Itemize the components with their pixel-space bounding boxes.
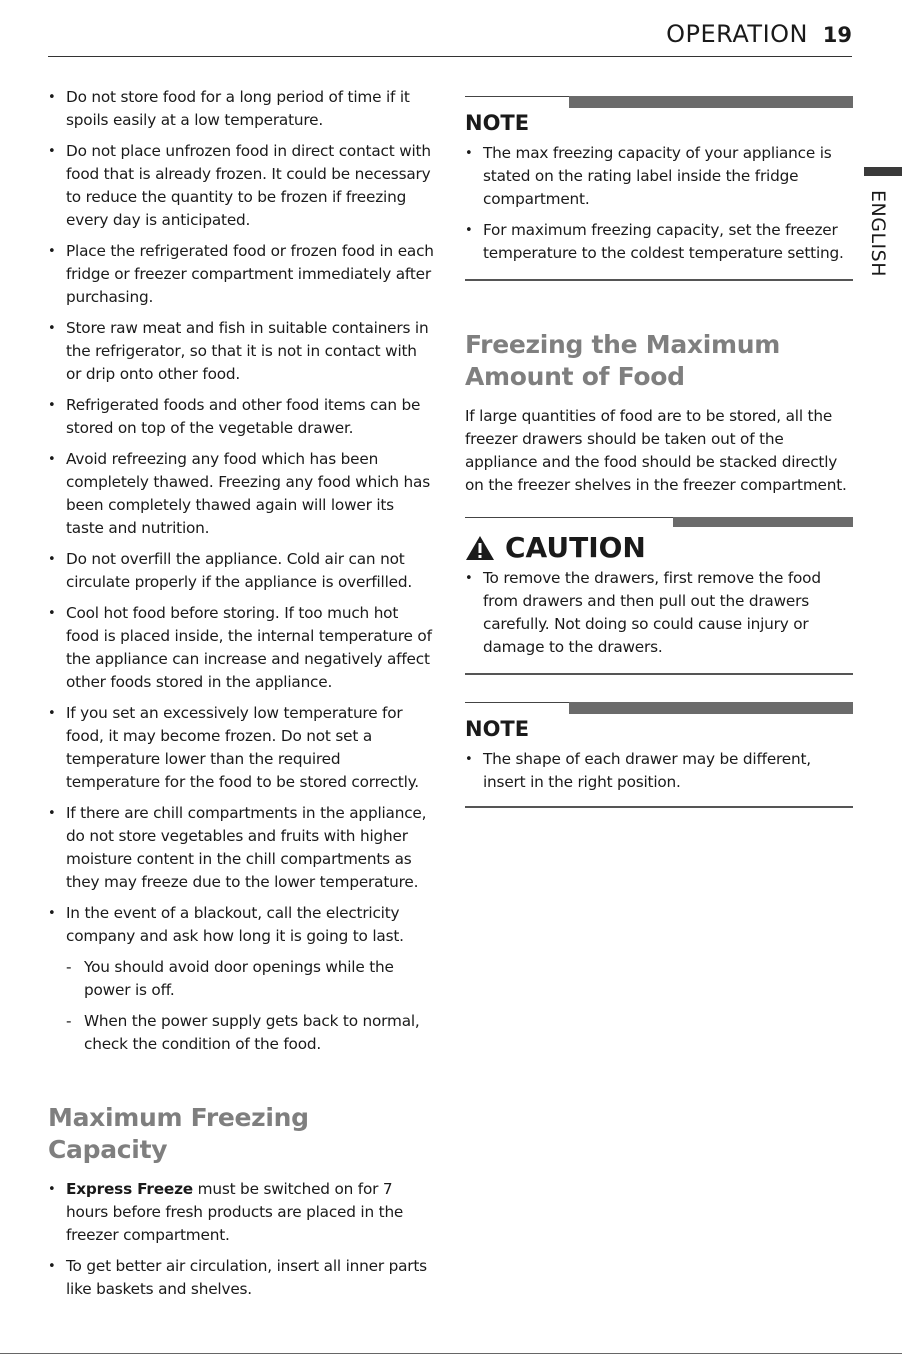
list-item: • Avoid refreezing any food which has been completely thawed. Freezing any food which has been completely thawed again will lower its taste and nutrition.: [48, 448, 434, 540]
caution-list: [465, 567, 853, 659]
language-tab-marker: [864, 167, 902, 176]
freezing-max-paragraph: If large quantities of food are to be stored, all the freezer drawers should be taken out of the appliance and the food should be stacked directly on the freezer shelves in the freezer compartment.: [465, 407, 847, 494]
page-bottom-rule: [0, 1353, 902, 1354]
note-title: NOTE: [465, 717, 530, 741]
list-item: • If there are chill compartments in the appliance, do not store vegetables and fruits with higher moisture content in the chill compartments as they may freeze due to the lower temperature.: [48, 802, 434, 894]
note-box-top-rule: [465, 702, 853, 716]
list-item: • If you set an excessively low temperature for food, it may become frozen. Do not set a temperature lower than the required temperature for the food to be stored correctly.: [48, 702, 434, 794]
list-item-text: In the event of a blackout, call the electricity company and ask how long it is going to last.: [66, 904, 404, 945]
note-list: [465, 142, 853, 265]
sub-list-item: - When the power supply gets back to normal, check the condition of the food.: [66, 1010, 434, 1056]
note-box-bottom-rule: [465, 806, 853, 808]
note-box-bottom-rule: [465, 279, 853, 281]
note-list: [465, 748, 853, 794]
max-freezing-list: [48, 1178, 434, 1301]
section-title: OPERATION: [666, 20, 808, 48]
list-item: • The max freezing capacity of your appliance is stated on the rating label inside the fridge compartment.: [465, 142, 853, 211]
list-item: • Cool hot food before storing. If too much hot food is placed inside, the internal temperature of the appliance can increase and negatively affect other foods stored in the appliance.: [48, 602, 434, 694]
freezing-max-heading: Freezing the Maximum Amount of Food: [465, 330, 780, 391]
caution-box-bottom-rule: [465, 673, 853, 675]
caution-box-top-rule: [465, 517, 853, 531]
list-item-blackout: [48, 902, 434, 1056]
list-item-text: must be switched on for 7 hours before fresh products are placed in the freezer compartment.: [66, 1180, 404, 1244]
note-box: [465, 702, 853, 808]
list-item: • The shape of each drawer may be different, insert in the right position.: [465, 748, 853, 794]
blackout-sublist: [66, 956, 434, 1056]
list-item: • Place the refrigerated food or frozen food in each fridge or freezer compartment immediately after purchasing.: [48, 240, 434, 309]
left-column: [48, 86, 434, 1309]
list-item: • Do not overfill the appliance. Cold air can not circulate properly if the appliance is overfilled.: [48, 548, 434, 594]
storage-tips-list: [48, 86, 434, 1056]
list-item: • To get better air circulation, insert all inner parts like baskets and shelves.: [48, 1255, 434, 1301]
note-box: [465, 96, 853, 281]
page-number: 19: [822, 23, 852, 47]
note-box-top-rule: [465, 96, 853, 110]
list-item: • Refrigerated foods and other food items can be stored on top of the vegetable drawer.: [48, 394, 434, 440]
list-item: • Do not store food for a long period of time if it spoils easily at a low temperature.: [48, 86, 434, 132]
warning-icon: [465, 535, 495, 561]
list-item: • To remove the drawers, first remove the food from drawers and then pull out the drawers carefully. Not doing so could cause injury or damage to the drawers.: [465, 567, 853, 659]
header-divider: [48, 56, 852, 57]
list-item: • Store raw meat and fish in suitable containers in the refrigerator, so that it is not in contact with or drip onto other food.: [48, 317, 434, 386]
sub-list-item: - You should avoid door openings while the power is off.: [66, 956, 434, 1002]
express-freeze-label: Express Freeze: [66, 1180, 193, 1198]
max-freezing-capacity-heading: Maximum Freezing Capacity: [48, 1103, 309, 1164]
caution-box: [465, 517, 853, 675]
list-item: • Do not place unfrozen food in direct contact with food that is already frozen. It could be necessary to reduce the quantity to be frozen if freezing every day is anticipated.: [48, 140, 434, 232]
right-column: [465, 96, 853, 808]
language-label: ENGLISH: [867, 190, 889, 277]
list-item: [48, 1178, 434, 1247]
caution-label: CAUTION: [505, 531, 646, 564]
list-item: • For maximum freezing capacity, set the freezer temperature to the coldest temperature setting.: [465, 219, 853, 265]
note-title: NOTE: [465, 111, 530, 135]
caution-title: [465, 531, 853, 565]
